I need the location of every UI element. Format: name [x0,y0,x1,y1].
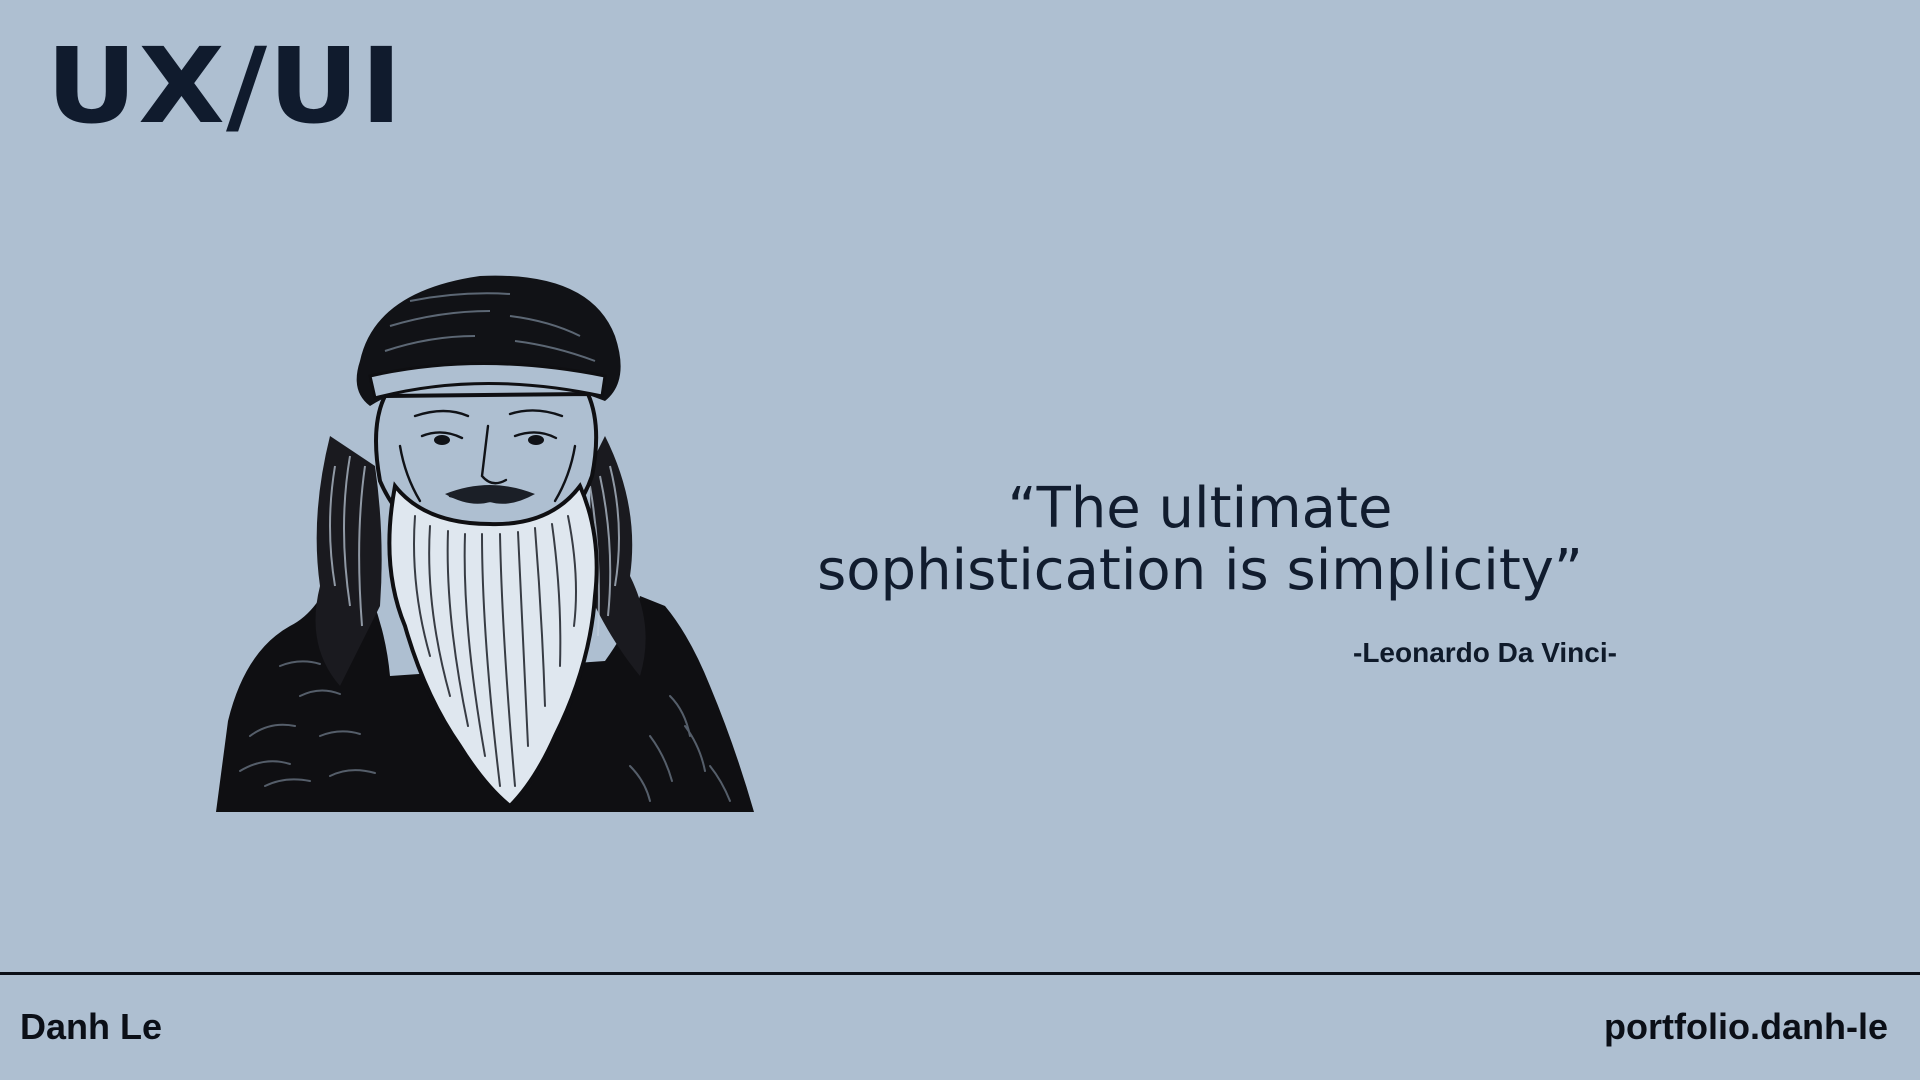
portrait-illustration [210,266,754,812]
author-name: Danh Le [20,1006,163,1047]
quote-line-1: “The ultimate [1007,476,1393,541]
quote-attribution: -Leonardo Da Vinci- [1353,637,1617,668]
page-title: UX/UI [46,25,404,147]
portfolio-link[interactable]: portfolio.danh-le [1604,1006,1888,1047]
leonardo-portrait-icon [210,266,754,812]
quote-line-2: sophistication is simplicity” [817,538,1583,603]
quote-text [795,478,1605,602]
footer-divider [0,972,1920,975]
